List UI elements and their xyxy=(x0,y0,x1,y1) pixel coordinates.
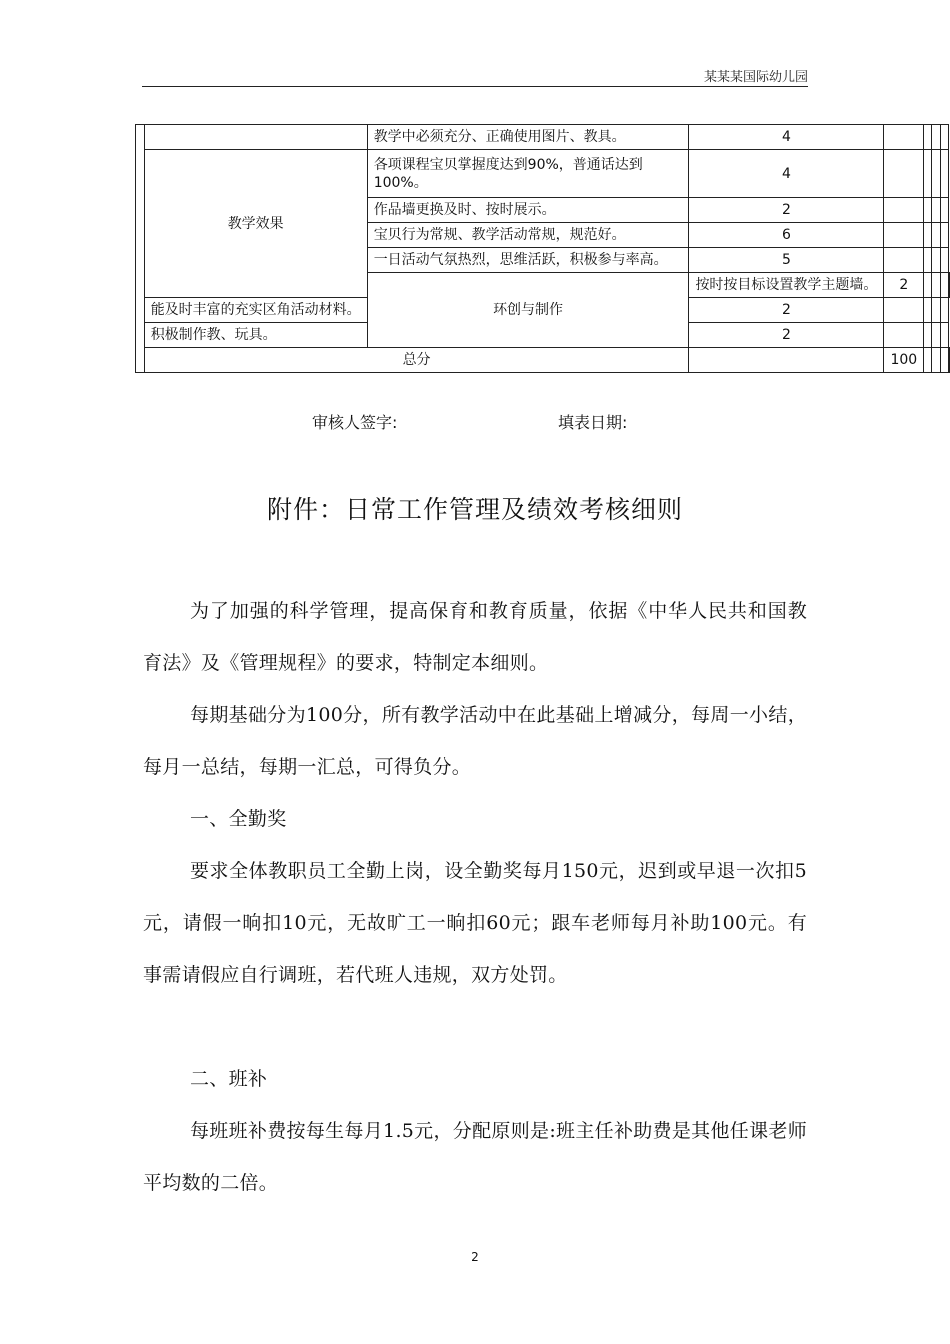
table-cell-blank xyxy=(924,323,932,348)
attendance-paragraph: 要求全体教职员工全勤上岗，设全勤奖每月150元，迟到或早退一次扣5元，请假一晌扣10元，无故旷工一晌扣60元；跟车老师每月补助100元。有事需请假应自行调班，若代班人违规，双方处罚。 xyxy=(143,860,807,986)
table-cell-score: 2 xyxy=(689,323,884,348)
table-cell-blank xyxy=(924,198,932,223)
table-cell-blank xyxy=(949,273,950,298)
table-row xyxy=(136,125,950,150)
class-subsidy-paragraph: 每班班补费按每生每月1.5元，分配原则是:班主任补助费是其他任课老师平均数的二倍。 xyxy=(143,1120,807,1194)
table-cell-blank xyxy=(924,348,932,373)
table-cell-score: 4 xyxy=(689,150,884,198)
header-org-name: 某某某国际幼儿园 xyxy=(703,70,808,85)
section-heading-class-subsidy: 二、班补 xyxy=(190,1068,268,1090)
table-cell-blank xyxy=(924,150,932,198)
table-cell-category xyxy=(144,125,367,150)
table-cell-blank xyxy=(884,223,924,248)
table-cell-total-score: 100 xyxy=(884,348,924,373)
page-number: 2 xyxy=(471,1250,479,1264)
table-cell-blank xyxy=(940,198,948,223)
base-score-paragraph: 每期基础分为100分，所有教学活动中在此基础上增减分，每周一小结，每月一总结，每期一汇总，可得负分。 xyxy=(143,704,807,778)
evaluation-table xyxy=(135,124,950,373)
table-cell-blank xyxy=(932,248,940,273)
reviewer-signature-label: 审核人签字: xyxy=(312,413,398,432)
table-cell-blank xyxy=(949,348,950,373)
table-row xyxy=(136,150,950,198)
table-cell-score: 5 xyxy=(689,248,884,273)
table-cell-score: 6 xyxy=(689,223,884,248)
header-rule xyxy=(142,86,808,87)
table-cell-blank xyxy=(924,273,932,298)
section-heading-attendance: 一、全勤奖 xyxy=(190,808,287,830)
table-cell-blank xyxy=(932,298,940,323)
table-cell-blank xyxy=(932,198,940,223)
table-cell-total-label: 总分 xyxy=(144,348,689,373)
document-title: 附件：日常工作管理及绩效考核细则 xyxy=(266,495,683,524)
intro-paragraph: 为了加强的科学管理，提高保育和教育质量，依据《中华人民共和国教育法》及《管理规程》的要求，特制定本细则。 xyxy=(143,600,807,674)
table-cell-blank xyxy=(932,273,940,298)
table-cell-item: 一日活动气氛热烈，思维活跃，积极参与率高。 xyxy=(367,248,689,273)
table-cell-blank xyxy=(924,125,932,150)
table-cell-blank xyxy=(884,323,924,348)
table-cell-blank xyxy=(940,273,948,298)
table-row-total xyxy=(136,348,950,373)
table-cell-blank xyxy=(940,125,948,150)
table-cell-category-environment: 环创与制作 xyxy=(367,273,689,348)
table-cell-blank xyxy=(924,223,932,248)
table-cell-blank xyxy=(924,248,932,273)
table-cell-category-teaching-effect: 教学效果 xyxy=(144,150,367,298)
table-cell-blank xyxy=(940,248,948,273)
table-cell-blank xyxy=(884,298,924,323)
table-cell-item: 宝贝行为常规、教学活动常规，规范好。 xyxy=(367,223,689,248)
table-cell-score: 2 xyxy=(689,298,884,323)
table-cell-blank xyxy=(932,323,940,348)
table-cell-item: 积极制作教、玩具。 xyxy=(144,323,367,348)
table-cell-section xyxy=(136,125,145,373)
table-cell-blank xyxy=(884,150,924,198)
table-cell-blank xyxy=(924,298,932,323)
table-cell-item: 各项课程宝贝掌握度达到90%，普通话达到100%。 xyxy=(367,150,689,198)
table-cell-score: 2 xyxy=(884,273,924,298)
table-cell-blank xyxy=(940,298,948,323)
table-cell-item: 按时按目标设置教学主题墙。 xyxy=(689,273,884,298)
table-cell-blank xyxy=(884,125,924,150)
table-cell-blank xyxy=(940,223,948,248)
table-cell-blank xyxy=(932,150,940,198)
table-cell-blank xyxy=(884,248,924,273)
table-cell-blank xyxy=(940,150,948,198)
table-cell-blank xyxy=(940,323,948,348)
table-cell-blank xyxy=(884,198,924,223)
table-cell-blank xyxy=(932,125,940,150)
date-label: 填表日期: xyxy=(558,413,628,432)
table-cell-score: 4 xyxy=(689,125,884,150)
table-cell-blank xyxy=(932,223,940,248)
table-cell-score: 2 xyxy=(689,198,884,223)
table-cell-blank xyxy=(940,348,948,373)
table-cell-blank xyxy=(689,348,884,373)
table-cell-blank xyxy=(932,348,940,373)
table-cell-item: 作品墙更换及时、按时展示。 xyxy=(367,198,689,223)
table-cell-item: 能及时丰富的充实区角活动材料。 xyxy=(144,298,367,323)
table-cell-item: 教学中必须充分、正确使用图片、教具。 xyxy=(367,125,689,150)
